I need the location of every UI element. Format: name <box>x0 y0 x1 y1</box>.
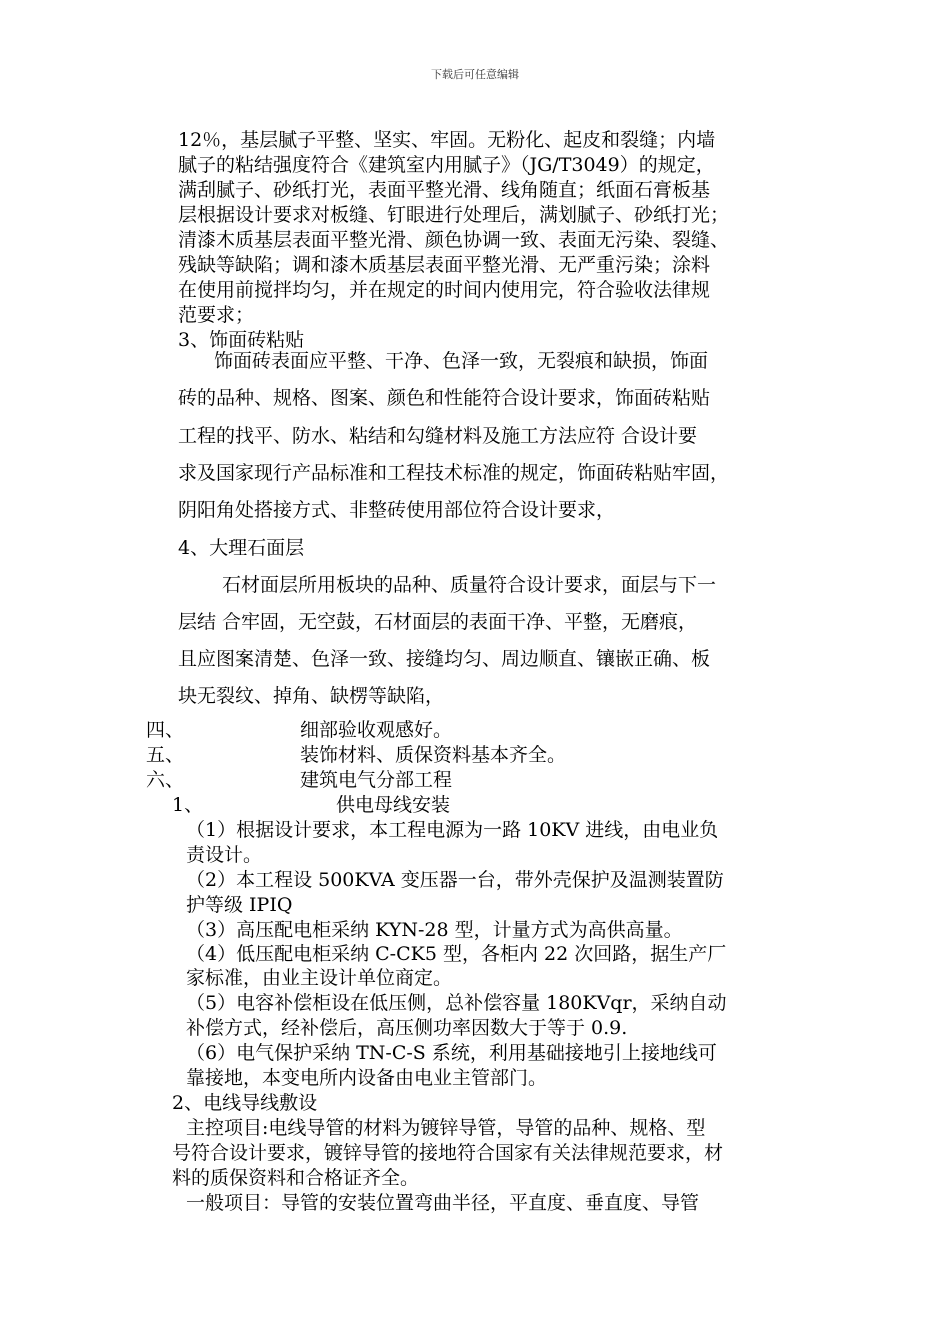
text-line: 号符合设计要求，镀锌导管的接地符合国家有关法律规范要求，材 <box>172 1142 724 1164</box>
section-number: 四、 <box>146 719 185 741</box>
text-line: 层根据设计要求对板缝、钉眼进行处理后，满划腻子、砂纸打光； <box>178 204 730 226</box>
text-line: 且应图案清楚、色泽一致、接缝均匀、周边顺直、镶嵌正确、板 <box>178 648 711 670</box>
text-line: 砖的品种、规格、图案、颜色和性能符合设计要求，饰面砖粘贴 <box>178 387 711 409</box>
text-line: 腻子的粘结强度符合《建筑室内用腻子》（JG/T3049）的规定， <box>178 154 715 176</box>
text-line: 12％，基层腻子平整、坚实、牢固。无粉化、起皮和裂缝；内墙 <box>178 129 716 151</box>
section-number: 六、 <box>146 769 185 791</box>
text-line: 满刮腻子、砂纸打光，表面平整光滑、线角随直；纸面石膏板基 <box>178 179 711 201</box>
text-line: 工程的找平、防水、粘结和勾缝材料及施工方法应符 合设计要 <box>178 425 698 447</box>
section-number: 五、 <box>146 744 185 766</box>
subsection-number: 1、 <box>172 794 204 816</box>
text-line: 清漆木质基层表面平整光滑、颜色协调一致、表面无污染、裂缝、 <box>178 229 730 251</box>
section-title: 建筑电气分部工程 <box>300 769 453 791</box>
text-line: 残缺等缺陷；调和漆木质基层表面平整光滑、无严重污染；涂料 <box>178 254 711 276</box>
text-line: （3）高压配电柜采纳 KYN-28 型，计量方式为高供高量。 <box>186 919 683 941</box>
text-line: 饰面砖表面应平整、干净、色泽一致，无裂痕和缺损，饰面 <box>214 350 709 372</box>
subsection-title: 供电母线安装 <box>336 794 451 816</box>
section-heading: 4、大理石面层 <box>178 537 305 559</box>
text-line: 家标准，由业主设计单位商定。 <box>186 967 453 989</box>
section-title: 细部验收观感好。 <box>300 719 453 741</box>
text-line: 责设计。 <box>186 844 263 866</box>
text-line: （1）根据设计要求，本工程电源为一路 10KV 进线，由电业负 <box>186 819 719 841</box>
text-line: 一般项目：导管的安装位置弯曲半径，平直度、垂直度、导管 <box>186 1192 700 1214</box>
text-line: 块无裂纹、掉角、缺楞等缺陷， <box>178 685 445 707</box>
text-line: 料的质保资料和合格证齐全。 <box>172 1167 420 1189</box>
text-line: 补偿方式，经补偿后，高压侧功率因数大于等于 0.9. <box>186 1017 628 1039</box>
page-header: 下载后可任意编辑 <box>431 68 519 81</box>
text-line: （6）电气保护采纳 TN-C-S 系统，利用基础接地引上接地线可 <box>186 1042 717 1064</box>
text-line: 主控项目:电线导管的材料为镀锌导管，导管的品种、规格、型 <box>186 1117 706 1139</box>
text-line: 护等级 IPIQ <box>186 894 293 916</box>
text-line: （2）本工程设 500KVA 变压器一台，带外壳保护及温测装置防 <box>186 869 724 891</box>
section-heading: 2、电线导线敷设 <box>172 1092 318 1114</box>
text-line: 求及国家现行产品标准和工程技术标准的规定，饰面砖粘贴牢固， <box>178 462 730 484</box>
text-line: 靠接地，本变电所内设备由电业主管部门。 <box>186 1067 548 1089</box>
text-line: （4）低压配电柜采纳 C-CK5 型，各柜内 22 次回路，据生产厂 <box>186 943 727 965</box>
text-line: 在使用前搅拌均匀，并在规定的时间内使用完，符合验收法律规 <box>178 279 711 301</box>
section-heading: 3、饰面砖粘贴 <box>178 329 305 351</box>
text-line: 阴阳角处搭接方式、非整砖使用部位符合设计要求， <box>178 499 616 521</box>
text-line: （5）电容补偿柜设在低压侧，总补偿容量 180KVqr，采纳自动 <box>186 992 727 1014</box>
text-line: 石材面层所用板块的品种、质量符合设计要求，面层与下一 <box>222 574 717 596</box>
section-title: 装饰材料、质保资料基本齐全。 <box>300 744 567 766</box>
text-line: 层结 合牢固，无空鼓，石材面层的表面干净、平整，无磨痕， <box>178 611 698 633</box>
text-line: 范要求； <box>178 304 255 326</box>
